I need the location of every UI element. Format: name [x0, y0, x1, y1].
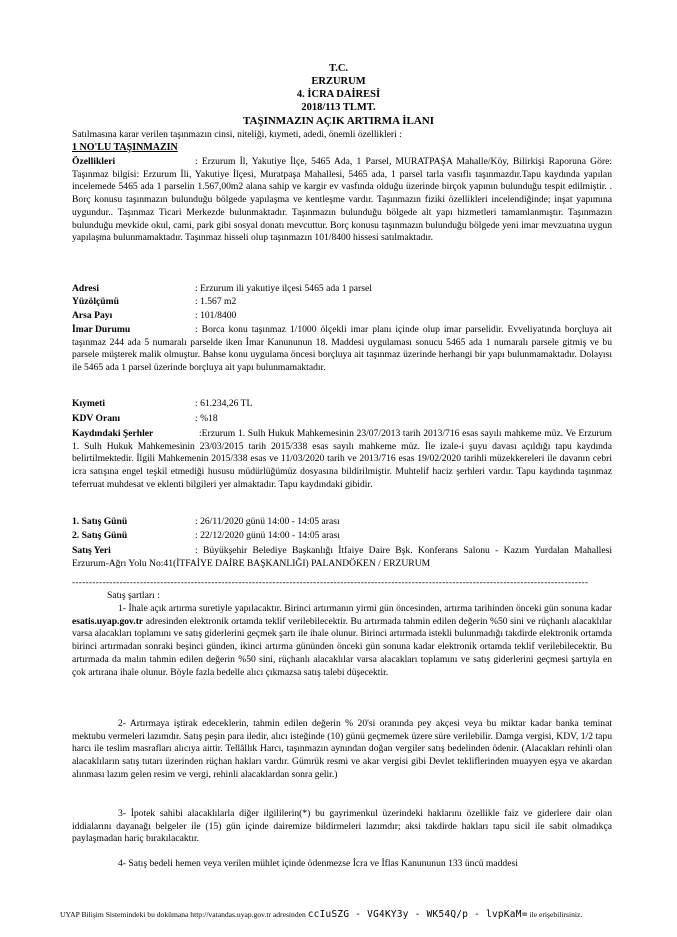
page-title: TAŞINMAZIN AÇIK ARTIRMA İLANI [242, 115, 435, 127]
separator-line: -------------------------------------------------------------------------------------------------------------------------------------------------------- [72, 579, 589, 585]
imar-value: : Borca konu taşınmaz 1/1000 ölçekli imar planı içinde olup imar parselidir. Evveliyatında borçluya ait taşınmaz 244 ada 5 numaralı parselde iken İmar Kanununun 18. Maddesi uygulaması sonucu 5465 ada 1 numaralı parsele gitmiş ve bu parsele müşterek malik olmuştur. Bahse konu uygulama öncesi borçluya ait taşınmaz üzerinde herhangi bir yapı bulunmamaktadır. Dolayısı ile 5465 ada 1 parsel üzerinde borçluya ait yapı bulunmamaktadır. [72, 324, 612, 374]
yuzolcumu-value: : 1.567 m2 [195, 296, 237, 307]
header-city: ERZURUM [311, 76, 366, 87]
condition-1-part-b: adresinden elektronik ortamda teklif verilebilecektir. Bu artırmada tahmin edilen değerin %50 sini ve rüçhanlı alacaklılar varsa alacakları toplamını ve satış giderlerini geçmek şartı ile ihale olunur. Birinci artırmada istekli bulunmadığı takdirde elektronik ortamda birinci artırmadan sonraki beşinci günden, ikinci artırma gününden önceki gün sonuna kadar elektronik ortamda teklif verilebilecektir. Bu artırmada da malın tahmin edilen değerin %50 sini, rüçhanlı alacaklılar varsa alacakları toplamını ve satış giderlerini geçmesi şartıyla en çok artırana ihale olunur. Böyle fazla bedelle alıcı çıkmazsa satış talebi düşecektir. [72, 615, 612, 678]
header-office: 4. İCRA DAİRESİ [296, 89, 381, 100]
verification-code: ccIuSZG - VG4KY3y - WK54Q/p - lvpKaM= [307, 909, 528, 920]
footer-suffix: ile erişebilirsiniz. [529, 910, 583, 919]
arsa-payi-value: : 101/8400 [195, 310, 237, 321]
kiymeti-label: Kıymeti [72, 398, 106, 409]
intro-text: Satılmasına karar verilen taşınmazın cinsi, niteliği, kıymeti, adedi, önemli özellikleri : [72, 129, 402, 140]
kiymeti-value: : 61.234,26 TL [195, 398, 253, 409]
ozellikler-value: : Erzurum İl, Yakutiye İlçe, 5465 Ada, 1 Parsel, MURATPAŞA Mahalle/Köy, Bilirkişi Raporuna Göre: Taşınmaz bilgisi: Erzurum İli, Yakutiye İlçesi, Muratpaşa Mahallesi, 5465 ada, 1 parsel tarla vasıflı taşınmazdır.Tapu kaydında yapılan incelemede 5465 ada 1 parselin 1.567,00m2 alana sahip ve kargir ev vasfında olduğu üzerinde birçok yapının bulunduğu tespit edilmiştir. . Borç konusu taşınmazın bulunduğu bölgede yapılaşma ve kentleşme vardır. Taşınmazın fiziki özellikleri incelendiğinde; inşat yapımına uygundur.. Taşınmaz Ticari Merkezde bulunmaktadır. Taşınmazın bulunduğu bölgede alt yapı hizmetleri tamamlanmıştır. Taşınmazın bulunduğu mevkide okul, cami, park gibi sosyal donatı mevcuttur. Borç konusu taşınmazın bulunduğu bölgede yeni imar mevzuatına uygun yapılaşma bulunmamaktadır. Taşınmaz hisseli olup taşınmazın 101/8400 hissesi satılmaktadır. [72, 156, 612, 244]
footer [60, 909, 660, 920]
condition-2: 2- Artırmaya iştirak edeceklerin, tahmin edilen değerin % 20'si oranında pey akçesi veya bu miktar kadar banka teminat mektubu vermeleri lazımdır. Satış peşin para iledir, alıcı isteğinde (10) günü geçmemek üzere süre verilebilir. Damga vergisi, KDV, 1/2 tapu harcı ile teslim masrafları alıcıya aittir. Tellâllık Harcı, taşınmazın aynından doğan vergiler satış bedelinden ödenir. (Alacakları rehinli olan alacaklıların satış tutarı üzerinden rüçhan hakları vardır. Gümrük resmi ve akar vergisi gibi Devlet tekliflerinden muayyen eşya ve akardan alınması lazım gelen resim ve vergi, rehinli alacaklardan sonra gelir.) [72, 718, 612, 780]
kdv-value: : %18 [195, 413, 218, 424]
satis2-label: 2. Satış Günü [72, 530, 128, 541]
condition-1-part-a: 1- İhale açık artırma suretiyle yapılacaktır. Birinci artırmanın yirmi gün öncesinden, artırma tarihinden önceki gün sonuna kadar [118, 603, 612, 614]
satis1-value: : 26/11/2020 günü 14:00 - 14:05 arası [195, 516, 340, 527]
arsa-payi-label: Arsa Payı [72, 310, 113, 321]
kayit-value: :Erzurum 1. Sulh Hukuk Mahkemesinin 23/07/2013 tarih 2013/716 esas sayılı mahkeme müz. Ve Erzurum 1. Sulh Hukuk Mahkemesinin 23/03/2015 tarih 2015/338 esas sayılı mahkeme müz. İle izale-i şuyu davası açıldığı tapu kaydında belirtilmektedir. İlgili Mahkemenin 2015/338 esas ve 11/03/2020 tarih ve 2013/716 esas 19/02/2020 tarihli müzekkereleri ile davanın cebri icra satışına engel teşkil etmediği hususu müdürlüğümüz dosyasına bildirilmiştir. Muhtelif haciz şerhleri vardır. Tapu kaydında taşınmaz teferruat muhdesat ve eklenti bilgileri yer almaktadır. Tapu kaydındaki gibidir. [72, 428, 612, 490]
imar-label: İmar Durumu [72, 324, 131, 335]
esatis-link[interactable]: esatis.uyap.gov.tr [72, 615, 144, 627]
kdv-label: KDV Oranı [72, 413, 121, 424]
satis1-label: 1. Satış Günü [72, 516, 128, 527]
header-tc: T.C. [328, 63, 349, 74]
condition-4: 4- Satış bedeli hemen veya verilen mühlet içinde ödenmezse İcra ve İflas Kanununun 133 üncü maddesi [118, 858, 518, 869]
adresi-label: Adresi [72, 283, 100, 294]
yuzolcumu-label: Yüzölçümü [72, 296, 119, 307]
ozellikler-label: Özellikleri [72, 156, 116, 167]
condition-3: 3- İpotek sahibi alacaklılarla diğer ilgililerin(*) bu gayrimenkul üzerindeki haklarını özellikle faiz ve giderlere dair olan iddialarını dayanağı belgeler ile (15) gün içinde dairemize bildirmeleri lazımdır; aksi takdirde hakları tapu sicil ile sabit olmadıkça paylaşmadan hariç bırakılacaktır. [72, 808, 612, 845]
satis-yeri-label: Satış Yeri [72, 545, 111, 556]
satis2-value: : 22/12/2020 günü 14:00 - 14:05 arası [195, 530, 340, 541]
satis-yeri-value: : Büyükşehir Belediye Başkanlığı İtfaiye Daire Bşk. Konferans Salonu - Kazım Yurdalan Mahallesi Erzurum-Ağrı Yolu No:41(İTFAİYE DAİRE BAŞKANLIĞI) PALANDÖKEN / ERZURUM [72, 545, 612, 569]
conditions-title: Satış şartları : [107, 590, 160, 601]
kayit-label: Kaydındaki Şerhler [72, 428, 154, 439]
adresi-value: : Erzurum ili yakutiye ilçesi 5465 ada 1 parsel [195, 283, 372, 294]
condition-1 [72, 603, 612, 679]
header-file-number: 2018/113 TLMT. [301, 102, 376, 113]
section-title: 1 NO'LU TAŞINMAZIN [72, 142, 178, 153]
footer-prefix: UYAP Bilişim Sistemindeki bu dokümana http://vatandas.uyap.gov.tr adresinden [60, 910, 306, 919]
